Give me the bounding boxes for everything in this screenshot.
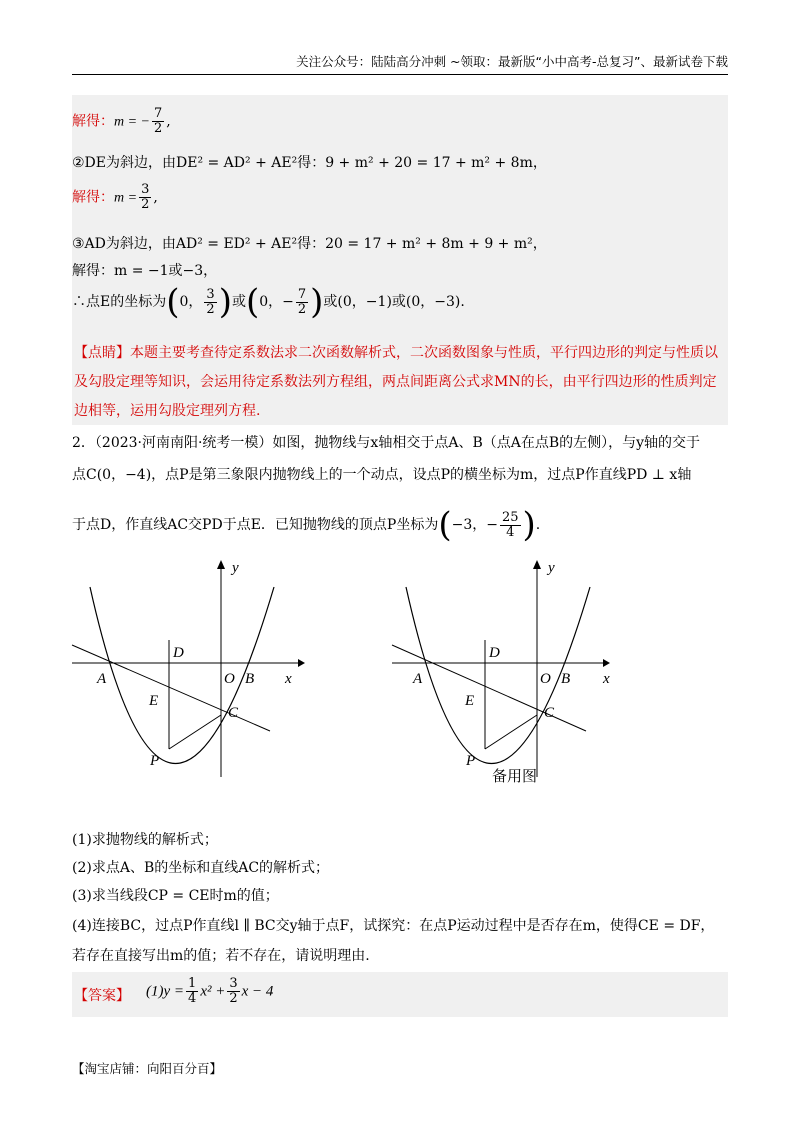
solution-line-4: ③AD为斜边，由AD² = ED² + AE²得：20 = 17 + m² + 8m + 9 + m²， — [72, 236, 547, 252]
fraction: $\frac{3}{2}$ — [229, 976, 238, 1006]
label-x: x — [603, 671, 610, 687]
label-d: D — [489, 645, 500, 661]
fraction: $\frac{3}{2}$ — [206, 286, 215, 317]
label-d: D — [173, 645, 184, 661]
label-a: A — [97, 671, 107, 687]
label-a: A — [413, 671, 423, 687]
problem-line-3: 于点D，作直线AC交PD于点E．已知抛物线的顶点P坐标为(−3，− $\frac{25}{4}$ ). — [72, 505, 541, 545]
x-axis-arrow — [298, 659, 305, 667]
y-axis-arrow — [533, 560, 541, 569]
question-4-continued: 若存在直接写出m的值；若不存在，请说明理由. — [72, 948, 370, 964]
fraction: $\frac{1}{4}$ — [188, 976, 197, 1006]
question-3: (3)求当线段CP = CE时m的值； — [72, 888, 279, 904]
solution-line-3: 解得：m = $\frac{3}{2}$ , — [72, 182, 158, 212]
label-y: y — [548, 560, 555, 576]
y-axis-arrow — [217, 560, 225, 569]
problem-line-2: 点C(0，−4)，点P是第三象限内抛物线上的一个动点，设点P的横坐标为m，过点P作直线PD ⊥ x轴 — [72, 467, 692, 483]
parabola-figure-main — [60, 555, 310, 785]
solution-box — [72, 95, 728, 425]
segment-pc — [485, 715, 537, 749]
question-2: (2)求点A、B的坐标和直线AC的解析式； — [72, 860, 330, 876]
solution-line-1: 解得：m = − $\frac{7}{2}$ , — [72, 106, 171, 136]
fraction: $\frac{7}{2}$ — [154, 106, 163, 136]
answer-expression: (1)y = $\frac{1}{4}$ x² + $\frac{3}{2}$ x − 4 — [146, 976, 274, 1006]
parabola-figure-backup — [380, 555, 630, 790]
label-o: O — [540, 671, 551, 687]
line-ac — [72, 645, 270, 731]
x-axis-arrow — [603, 659, 610, 667]
page-footer: 【淘宝店铺：向阳百分百】 — [72, 1061, 223, 1076]
solution-line-6: ∴点E的坐标为(0， $\frac{3}{2}$ )或(0，− $\frac{7}{2}$ )或(0，−1)或(0，−3). — [72, 282, 465, 322]
label-o: O — [224, 671, 235, 687]
label-b: B — [245, 671, 255, 687]
fraction: $\frac{7}{2}$ — [297, 286, 307, 317]
answer-box — [72, 972, 728, 1017]
label-c: C — [228, 705, 239, 721]
problem-line-1: 2．（2023·河南南阳·统考一模）如图，抛物线与x轴相交于点A、B（点A在点B的左侧），与y轴的交于 — [72, 435, 701, 451]
figure-caption: 备用图 — [492, 767, 538, 785]
segment-pc — [169, 715, 221, 749]
question-1: (1)求抛物线的解析式； — [72, 832, 218, 848]
label-y: y — [232, 560, 239, 576]
answer-label: 【答案】 — [74, 988, 130, 1004]
label-b: B — [561, 671, 571, 687]
fraction: $\frac{3}{2}$ — [141, 182, 150, 212]
label-e: E — [465, 693, 475, 709]
label-p: P — [150, 753, 160, 769]
solution-line-5: 解得：m = −1或−3， — [72, 263, 218, 279]
label-e: E — [149, 693, 159, 709]
solution-line-2: ②DE为斜边，由DE² = AD² + AE²得：9 + m² + 20 = 17 + m² + 8m， — [72, 155, 547, 171]
key-point-note: 【点睛】本题主要考查待定系数法求二次函数解析式，二次函数图象与性质，平行四边形的判定与性质以及勾股定理等知识，会运用待定系数法列方程组，两点间距离公式求MN的长，由平行四边形的性质判定边相等，运用勾股定理列方程. — [74, 345, 718, 419]
label-c: C — [544, 705, 555, 721]
header-text: 关注公众号：陆陆高分冲刺 ~领取：最新版“小中高考-总复习”、最新试卷下载 — [296, 54, 728, 69]
question-4: (4)连接BC，过点P作直线l ∥ BC交y轴于点F，试探究：在点P运动过程中是否存在m，使得CE = DF， — [72, 918, 715, 934]
fraction: $\frac{25}{4}$ — [501, 509, 519, 540]
label-x: x — [285, 671, 292, 687]
page-header — [72, 44, 728, 75]
label-p: P — [466, 753, 476, 769]
